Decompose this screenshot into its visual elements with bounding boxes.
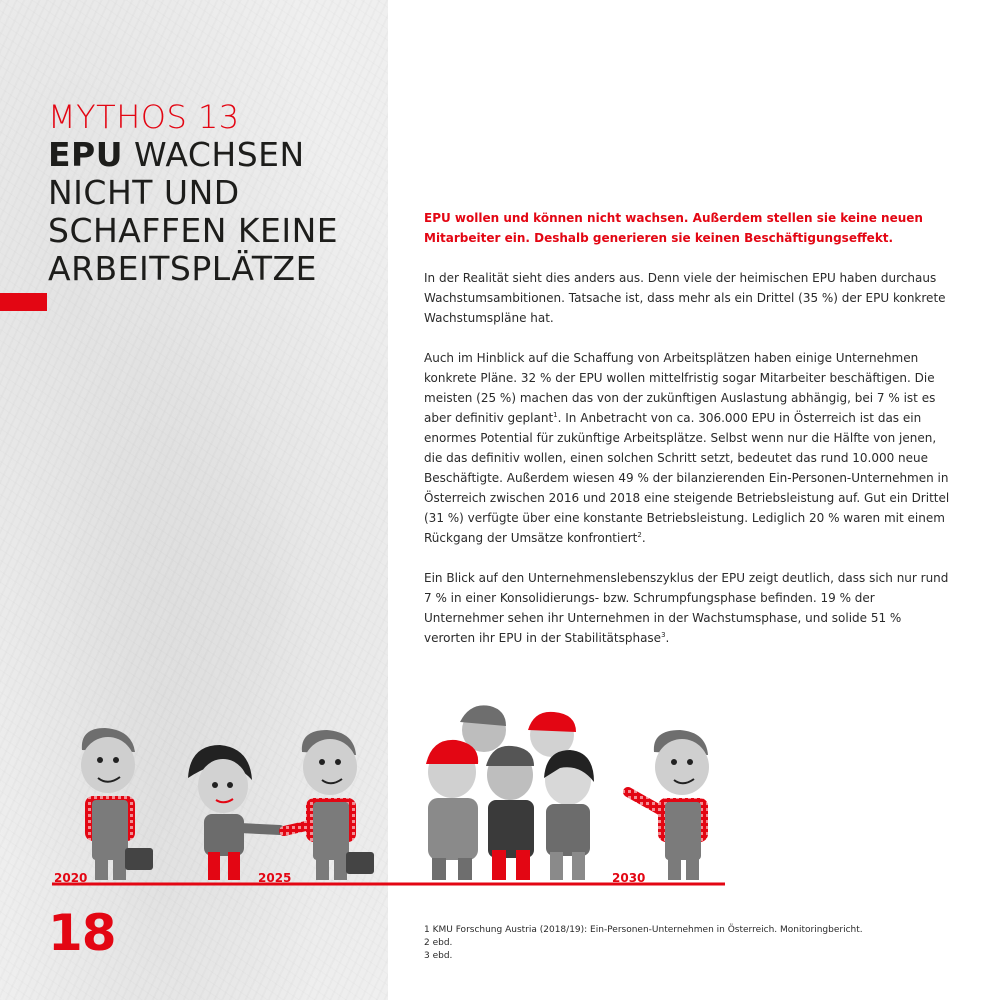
team-group-figure xyxy=(426,705,594,880)
growth-illustration xyxy=(40,700,740,900)
mythos-label: MYTHOS 13 xyxy=(48,98,240,136)
paragraph-2-part-c: . xyxy=(641,531,646,545)
year-label-2020: 2020 xyxy=(54,871,88,885)
worker-figure-2020 xyxy=(81,728,153,880)
paragraph-2 xyxy=(424,348,956,548)
paragraph-2-part-b: . In Anbetracht von ca. 306.000 EPU in Österreich ist das ein enormes Potential für zukünftige Arbeitsplätze. Selbst wenn nur die Hälfte von jenen, die das definitiv wollen, einen solchen Schritt setzt, bedeutet das rund 10.000 neue Beschäftigte. Außerdem wiesen 49 % der bilanzierenden Ein-Personen-Unternehmen in Österreich zwischen 2016 und 2018 eine steigende Betriebsleistung auf. Gut ein Drittel (31 %) verfügte über eine konstante Betriebsleistung. Lediglich 20 % waren mit einem Rückgang der Umsätze konfrontiert xyxy=(424,411,950,545)
title-line-2: NICHT UND xyxy=(48,173,240,212)
title-line-4: ARBEITSPLÄTZE xyxy=(48,249,318,288)
footnotes xyxy=(424,924,944,963)
woman-figure xyxy=(188,745,280,880)
paragraph-3-part-a: Ein Blick auf den Unternehmenslebenszyklus der EPU zeigt deutlich, dass sich nur rund 7 % in einer Konsolidierungs- bzw. Schrumpfungsphase befinden. 19 % der Unternehmer sehen ihr Unternehmen in der Wachstumsphase, und solide 51 % verorten ihr EPU in der Stabilitätsphase xyxy=(424,571,949,645)
body-text xyxy=(424,208,956,668)
page-number: 18 xyxy=(48,904,116,962)
title-line-3: SCHAFFEN KEINE xyxy=(48,211,339,250)
worker-figure-2030 xyxy=(628,730,709,880)
paragraph-2-part-a: Auch im Hinblick auf die Schaffung von Arbeitsplätzen haben einige Unternehmen konkrete Pläne. 32 % der EPU wollen mittelfristig sogar Mitarbeiter beschäftigen. Die meisten (25 %) machen das von der zukünftigen Auslastung abhängig, bei 7 % ist es aber definitiv geplant xyxy=(424,351,936,425)
footnote-ref-3: 3 xyxy=(661,631,666,639)
page-title xyxy=(48,136,338,288)
footnote-ref-1: 1 xyxy=(553,411,558,419)
red-accent-bar xyxy=(0,293,47,311)
footnote-ref-2: 2 xyxy=(637,531,642,539)
figures-illustration xyxy=(40,700,740,900)
paragraph-3 xyxy=(424,568,956,648)
paragraph-1: In der Realität sieht dies anders aus. Denn viele der heimischen EPU haben durchaus Wachstumsambitionen. Tatsache ist, dass mehr als ein Drittel (35 %) der EPU konkrete Wachstumspläne hat. xyxy=(424,271,946,325)
footnote-3: 3 ebd. xyxy=(424,951,453,961)
title-line-1-rest: WACHSEN xyxy=(123,135,305,174)
footnote-1: 1 KMU Forschung Austria (2018/19): Ein-Personen-Unternehmen in Österreich. Monitoringbericht. xyxy=(424,925,863,935)
title-strong-word: EPU xyxy=(48,135,124,174)
lead-paragraph: EPU wollen und können nicht wachsen. Außerdem stellen sie keine neuen Mitarbeiter ein. Deshalb generieren sie keinen Beschäftigungseffekt. xyxy=(424,211,923,245)
footnote-2: 2 ebd. xyxy=(424,938,453,948)
paragraph-3-part-b: . xyxy=(665,631,670,645)
year-label-2030: 2030 xyxy=(612,871,646,885)
title-line-1 xyxy=(48,136,338,174)
year-label-2025: 2025 xyxy=(258,871,292,885)
worker-figure-2025 xyxy=(284,730,374,880)
